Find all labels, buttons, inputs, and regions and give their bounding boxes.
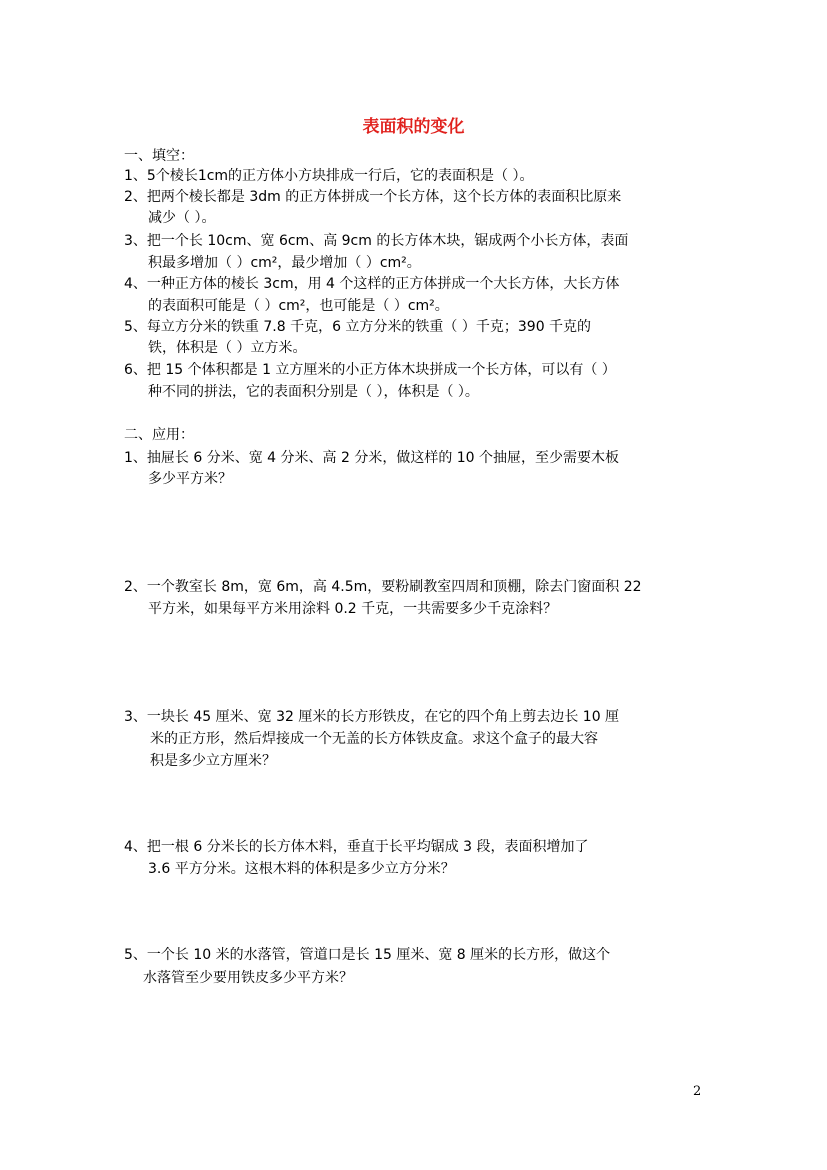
- fill-question-6: 6、把 15 个体积都是 1 立方厘米的小正方体木块拼成一个长方体，可以有（ ）: [124, 362, 616, 378]
- fill-question-5: 5、每立方分米的铁重 7.8 千克，6 立方分米的铁重（ ）千克；390 千克的: [124, 319, 592, 335]
- apply-question-3: 3、一块长 45 厘米、宽 32 厘米的长方形铁皮，在它的四个角上剪去边长 10 厘: [124, 709, 620, 725]
- fill-question-3-cont: 积最多增加（ ）cm²，最少增加（ ）cm²。: [148, 255, 421, 271]
- fill-question-1: 1、5个棱长1cm的正方体小方块排成一行后，它的表面积是（ ）。: [124, 168, 534, 184]
- apply-question-5-cont: 水落管至少要用铁皮多少平方米？: [143, 970, 353, 986]
- apply-question-4-cont: 3.6 平方分米。这根木料的体积是多少立方分米？: [148, 861, 455, 877]
- section-heading-apply: 二、应用：: [124, 427, 194, 443]
- fill-question-6-cont: 种不同的拼法，它的表面积分别是（ ），体积是（ ）。: [148, 384, 479, 400]
- page-number: 2: [693, 1084, 702, 1099]
- apply-question-3-cont-1: 米的正方形，然后焊接成一个无盖的长方体铁皮盒。求这个盒子的最大容: [150, 731, 598, 747]
- fill-question-5-cont: 铁，体积是（ ）立方米。: [148, 340, 307, 356]
- apply-question-1-cont: 多少平方米？: [148, 471, 232, 487]
- apply-question-4: 4、把一根 6 分米长的长方体木料，垂直于长平均锯成 3 段，表面积增加了: [124, 839, 589, 855]
- section-heading-fill: 一、填空：: [124, 148, 194, 164]
- fill-question-2-cont: 减少（ ）。: [148, 210, 216, 226]
- fill-question-2: 2、把两个棱长都是 3dm 的正方体拼成一个长方体，这个长方体的表面积比原来: [124, 189, 622, 205]
- apply-question-2-cont: 平方米，如果每平方米用涂料 0.2 千克，一共需要多少千克涂料？: [148, 601, 558, 617]
- apply-question-5: 5、一个长 10 米的水落管，管道口是长 15 厘米、宽 8 厘米的长方形，做这个: [124, 947, 611, 963]
- fill-question-3: 3、把一个长 10cm、宽 6cm、高 9cm 的长方体木块，锯成两个小长方体，表面: [124, 233, 629, 249]
- apply-question-2: 2、一个教室长 8m，宽 6m，高 4.5m，要粉刷教室四周和顶棚，除去门窗面积 22: [124, 579, 642, 595]
- fill-question-4: 4、一种正方体的棱长 3cm，用 4 个这样的正方体拼成一个大长方体，大长方体: [124, 276, 620, 292]
- apply-question-3-cont-2: 积是多少立方厘米？: [150, 753, 276, 769]
- page-title: 表面积的变化: [362, 117, 465, 137]
- apply-question-1: 1、抽屉长 6 分米、宽 4 分米、高 2 分米，做这样的 10 个抽屉，至少需要木板: [124, 450, 620, 466]
- fill-question-4-cont: 的表面积可能是（ ）cm²，也可能是（ ）cm²。: [148, 298, 449, 314]
